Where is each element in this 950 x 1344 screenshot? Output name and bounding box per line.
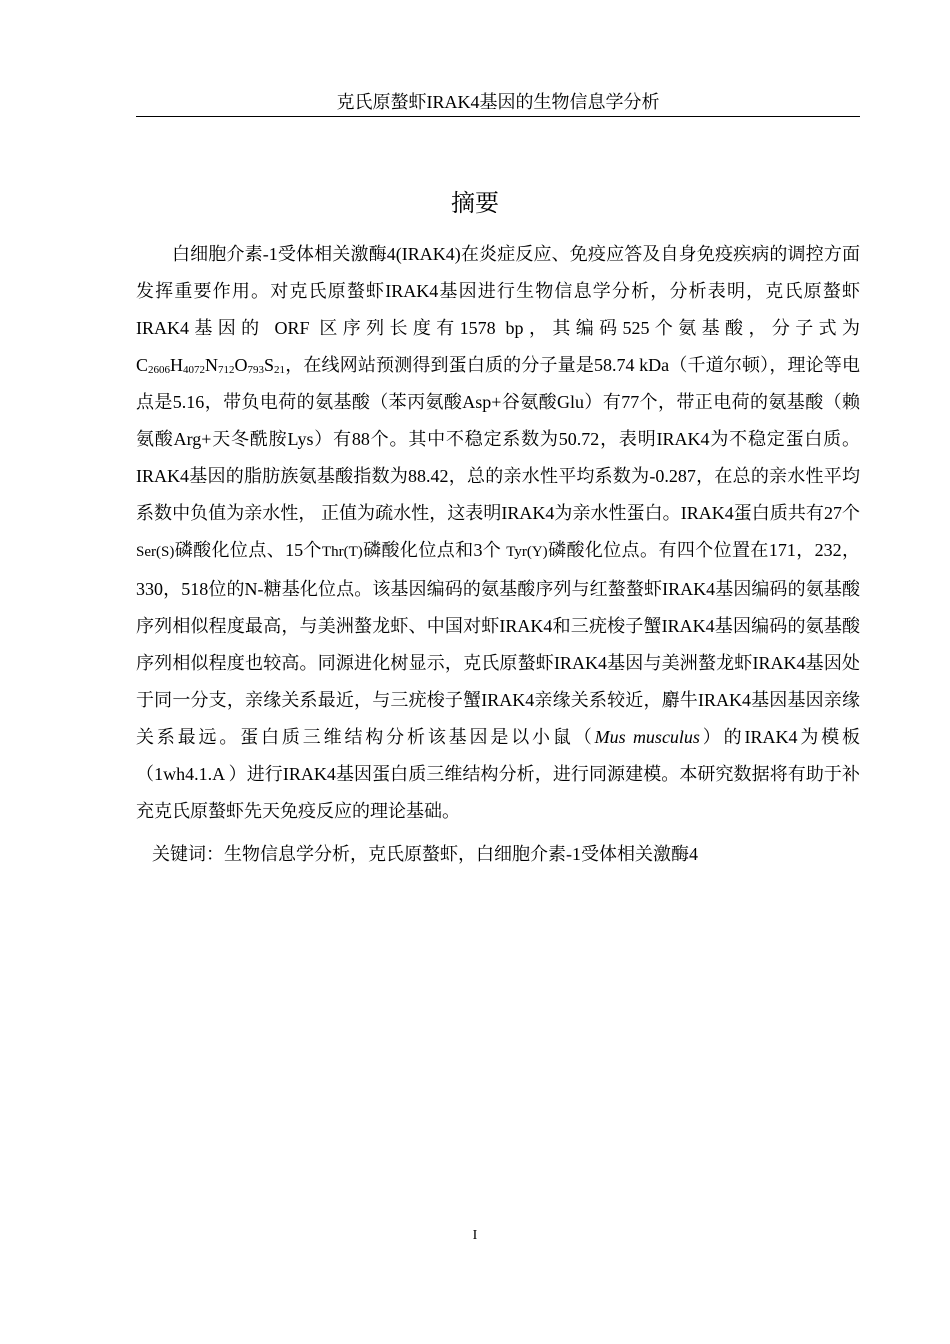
formula-subscript: 712 [218,364,235,376]
abstract-text: 白细胞介素-1受体相关激酶4(IRAK4)在炎症反应、免疫应答及自身免疫疾病的调控方面发挥重要作用。对克氏原螯虾IRAK4基因进行生物信息学分析，分析表明，克氏原螯虾IRAK4基因的 ORF 区序列长度有1578 bp，其编码525个氨基酸，分子式为 [136,244,860,338]
page-header: 克氏原螯虾IRAK4基因的生物信息学分析 [136,90,860,117]
formula-subscript: 21 [274,364,286,376]
abstract-paragraph [136,236,860,830]
abstract-text: 磷酸化位点、15个 [174,540,322,560]
formula-element-s: S [264,355,275,375]
residue-label: Thr(T) [321,544,363,560]
residue-label: Tyr(Y) [506,544,548,560]
formula-subscript: 4072 [183,364,206,376]
abstract-title: 摘要 [451,191,499,217]
species-name: Mus musculus [594,727,700,747]
formula-element-o: O [234,355,248,375]
abstract-text: ，在线网站预测得到蛋白质的分子量是58.74 kDa（千道尔顿），理论等电点是5.16，带负电荷的氨基酸（苯丙氨酸Asp+谷氨酸Glu）有77个，带正电荷的氨基酸（赖氨酸Arg+天冬酰胺Lys）有88个。其中不稳定系数为50.72，表明IRAK4为不稳定蛋白质。IRAK4基因的脂肪族氨基酸指数为88.42，总的亲水性平均系数为-0.287，在总的亲水性平均系数中负值为亲水性， 正值为疏水性，这表明IRAK4为亲水性蛋白。IRAK4蛋白质共有27个 [136,355,860,523]
page-number: I [472,1228,478,1243]
formula-subscript: 793 [247,364,265,376]
abstract-text: 磷酸化位点和3个 [362,540,507,560]
abstract-body [136,236,860,830]
formula-element-c: C [136,355,149,375]
keywords: 关键词：生物信息学分析，克氏原螯虾，白细胞介素-1受体相关激酶4 [152,844,698,864]
formula-element-h: H [170,355,184,375]
abstract-text: ）的IRAK4为模板（1wh4.1.A ）进行IRAK4基因蛋白质三维结构分析，进行同源建模。本研究数据将有助于补充克氏原螯虾先天免疫反应的理论基础。 [136,727,861,821]
formula-element-n: N [205,355,219,375]
abstract-text: 磷酸化位点。有四个位置在171，232，330，518位的N-糖基化位点。该基因编码的氨基酸序列与红螯螯虾IRAK4基因编码的氨基酸序列相似程度最高，与美洲螯龙虾、中国对虾IRAK4和三疣梭子蟹IRAK4基因编码的氨基酸序列相似程度也较高。同源进化树显示，克氏原螯虾IRAK4基因与美洲螯龙虾IRAK4基因处于同一分支，亲缘关系最近，与三疣梭子蟹IRAK4亲缘关系较近，麝牛IRAK4基因基因亲缘关系最远。蛋白质三维结构分析该基因是以小鼠（ [136,540,861,747]
formula-subscript: 2606 [148,364,171,376]
residue-label: Ser(S) [136,544,175,560]
